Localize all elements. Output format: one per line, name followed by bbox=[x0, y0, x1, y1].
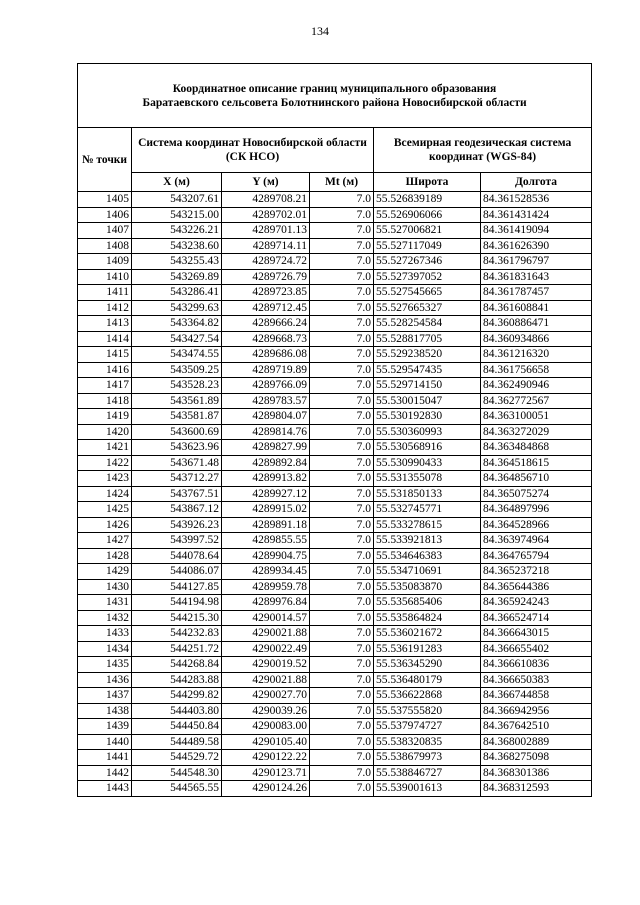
header-latitude: Широта bbox=[374, 173, 481, 192]
latitude-cell: 55.527117049 bbox=[374, 238, 481, 254]
longitude-cell: 84.361419094 bbox=[481, 223, 592, 239]
y-cell: 4290122.22 bbox=[222, 750, 310, 766]
point-number-cell: 1414 bbox=[78, 331, 132, 347]
table-row bbox=[78, 579, 592, 595]
mt-cell: 7.0 bbox=[310, 378, 374, 394]
point-number-cell: 1438 bbox=[78, 703, 132, 719]
header-y: Y (м) bbox=[222, 173, 310, 192]
mt-cell: 7.0 bbox=[310, 207, 374, 223]
longitude-cell: 84.365924243 bbox=[481, 595, 592, 611]
mt-cell: 7.0 bbox=[310, 641, 374, 657]
x-cell: 543600.69 bbox=[132, 424, 222, 440]
longitude-cell: 84.360886471 bbox=[481, 316, 592, 332]
table-row bbox=[78, 238, 592, 254]
y-cell: 4290039.26 bbox=[222, 703, 310, 719]
x-cell: 543299.63 bbox=[132, 300, 222, 316]
x-cell: 544194.98 bbox=[132, 595, 222, 611]
table-row bbox=[78, 254, 592, 270]
point-number-cell: 1430 bbox=[78, 579, 132, 595]
x-cell: 543867.12 bbox=[132, 502, 222, 518]
mt-cell: 7.0 bbox=[310, 409, 374, 425]
mt-cell: 7.0 bbox=[310, 316, 374, 332]
point-number-cell: 1435 bbox=[78, 657, 132, 673]
x-cell: 543226.21 bbox=[132, 223, 222, 239]
mt-cell: 7.0 bbox=[310, 517, 374, 533]
point-number-cell: 1407 bbox=[78, 223, 132, 239]
table-row bbox=[78, 533, 592, 549]
table-row bbox=[78, 517, 592, 533]
x-cell: 543581.87 bbox=[132, 409, 222, 425]
table-body bbox=[78, 192, 592, 797]
mt-cell: 7.0 bbox=[310, 564, 374, 580]
longitude-cell: 84.361216320 bbox=[481, 347, 592, 363]
point-number-cell: 1442 bbox=[78, 765, 132, 781]
latitude-cell: 55.531850133 bbox=[374, 486, 481, 502]
y-cell: 4289708.21 bbox=[222, 192, 310, 208]
x-cell: 544078.64 bbox=[132, 548, 222, 564]
latitude-cell: 55.528817705 bbox=[374, 331, 481, 347]
latitude-cell: 55.537555820 bbox=[374, 703, 481, 719]
y-cell: 4289855.55 bbox=[222, 533, 310, 549]
point-number-cell: 1436 bbox=[78, 672, 132, 688]
y-cell: 4289719.89 bbox=[222, 362, 310, 378]
point-number-cell: 1411 bbox=[78, 285, 132, 301]
longitude-cell: 84.364765794 bbox=[481, 548, 592, 564]
mt-cell: 7.0 bbox=[310, 657, 374, 673]
y-cell: 4289714.11 bbox=[222, 238, 310, 254]
table-row bbox=[78, 765, 592, 781]
longitude-cell: 84.364897996 bbox=[481, 502, 592, 518]
x-cell: 543427.54 bbox=[132, 331, 222, 347]
mt-cell: 7.0 bbox=[310, 688, 374, 704]
mt-cell: 7.0 bbox=[310, 223, 374, 239]
longitude-cell: 84.361626390 bbox=[481, 238, 592, 254]
x-cell: 543671.48 bbox=[132, 455, 222, 471]
point-number-cell: 1421 bbox=[78, 440, 132, 456]
latitude-cell: 55.535685406 bbox=[374, 595, 481, 611]
latitude-cell: 55.535083870 bbox=[374, 579, 481, 595]
longitude-cell: 84.361431424 bbox=[481, 207, 592, 223]
mt-cell: 7.0 bbox=[310, 254, 374, 270]
x-cell: 543623.96 bbox=[132, 440, 222, 456]
longitude-cell: 84.366524714 bbox=[481, 610, 592, 626]
latitude-cell: 55.535864824 bbox=[374, 610, 481, 626]
table-row bbox=[78, 455, 592, 471]
x-cell: 544548.30 bbox=[132, 765, 222, 781]
table-row bbox=[78, 688, 592, 704]
x-cell: 544450.84 bbox=[132, 719, 222, 735]
point-number-cell: 1419 bbox=[78, 409, 132, 425]
point-number-cell: 1406 bbox=[78, 207, 132, 223]
longitude-cell: 84.368002889 bbox=[481, 734, 592, 750]
mt-cell: 7.0 bbox=[310, 610, 374, 626]
y-cell: 4290105.40 bbox=[222, 734, 310, 750]
latitude-cell: 55.533921813 bbox=[374, 533, 481, 549]
title-line-2: Баратаевского сельсовета Болотнинского района Новосибирской области bbox=[142, 96, 527, 109]
mt-cell: 7.0 bbox=[310, 192, 374, 208]
longitude-cell: 84.364856710 bbox=[481, 471, 592, 487]
longitude-cell: 84.365644386 bbox=[481, 579, 592, 595]
x-cell: 543238.60 bbox=[132, 238, 222, 254]
latitude-cell: 55.538846727 bbox=[374, 765, 481, 781]
page-number: 134 bbox=[311, 24, 329, 38]
longitude-cell: 84.366650383 bbox=[481, 672, 592, 688]
y-cell: 4289915.02 bbox=[222, 502, 310, 518]
table-row bbox=[78, 610, 592, 626]
longitude-cell: 84.361796797 bbox=[481, 254, 592, 270]
y-cell: 4289904.75 bbox=[222, 548, 310, 564]
point-number-cell: 1412 bbox=[78, 300, 132, 316]
longitude-cell: 84.361831643 bbox=[481, 269, 592, 285]
longitude-cell: 84.363272029 bbox=[481, 424, 592, 440]
table-row bbox=[78, 331, 592, 347]
y-cell: 4289927.12 bbox=[222, 486, 310, 502]
table-row bbox=[78, 750, 592, 766]
latitude-cell: 55.530568916 bbox=[374, 440, 481, 456]
longitude-cell: 84.362772567 bbox=[481, 393, 592, 409]
table-row bbox=[78, 347, 592, 363]
x-cell: 543712.27 bbox=[132, 471, 222, 487]
longitude-cell: 84.363100051 bbox=[481, 409, 592, 425]
mt-cell: 7.0 bbox=[310, 471, 374, 487]
table-row bbox=[78, 502, 592, 518]
table-row bbox=[78, 223, 592, 239]
x-cell: 543215.00 bbox=[132, 207, 222, 223]
point-number-cell: 1425 bbox=[78, 502, 132, 518]
mt-cell: 7.0 bbox=[310, 285, 374, 301]
longitude-cell: 84.365075274 bbox=[481, 486, 592, 502]
y-cell: 4289723.85 bbox=[222, 285, 310, 301]
table-row bbox=[78, 564, 592, 580]
longitude-cell: 84.366643015 bbox=[481, 626, 592, 642]
mt-cell: 7.0 bbox=[310, 595, 374, 611]
table-row bbox=[78, 657, 592, 673]
y-cell: 4290021.88 bbox=[222, 626, 310, 642]
x-cell: 544283.88 bbox=[132, 672, 222, 688]
latitude-cell: 55.539001613 bbox=[374, 781, 481, 797]
point-number-cell: 1410 bbox=[78, 269, 132, 285]
mt-cell: 7.0 bbox=[310, 300, 374, 316]
header-mt: Mt (м) bbox=[310, 173, 374, 192]
x-cell: 544232.83 bbox=[132, 626, 222, 642]
longitude-cell: 84.364528966 bbox=[481, 517, 592, 533]
latitude-cell: 55.530192830 bbox=[374, 409, 481, 425]
point-number-cell: 1431 bbox=[78, 595, 132, 611]
point-number-cell: 1420 bbox=[78, 424, 132, 440]
table-row bbox=[78, 285, 592, 301]
point-number-cell: 1437 bbox=[78, 688, 132, 704]
table-row bbox=[78, 781, 592, 797]
latitude-cell: 55.530990433 bbox=[374, 455, 481, 471]
x-cell: 543286.41 bbox=[132, 285, 222, 301]
latitude-cell: 55.534710691 bbox=[374, 564, 481, 580]
point-number-cell: 1427 bbox=[78, 533, 132, 549]
table-row bbox=[78, 192, 592, 208]
latitude-cell: 55.536480179 bbox=[374, 672, 481, 688]
y-cell: 4289686.08 bbox=[222, 347, 310, 363]
longitude-cell: 84.366610836 bbox=[481, 657, 592, 673]
latitude-cell: 55.527397052 bbox=[374, 269, 481, 285]
x-cell: 543269.89 bbox=[132, 269, 222, 285]
point-number-cell: 1426 bbox=[78, 517, 132, 533]
x-cell: 544086.07 bbox=[132, 564, 222, 580]
y-cell: 4289702.01 bbox=[222, 207, 310, 223]
point-number-cell: 1422 bbox=[78, 455, 132, 471]
mt-cell: 7.0 bbox=[310, 626, 374, 642]
x-cell: 544403.80 bbox=[132, 703, 222, 719]
point-number-cell: 1428 bbox=[78, 548, 132, 564]
table-row bbox=[78, 269, 592, 285]
table-row bbox=[78, 300, 592, 316]
x-cell: 543364.82 bbox=[132, 316, 222, 332]
y-cell: 4290123.71 bbox=[222, 765, 310, 781]
table-title bbox=[78, 64, 592, 128]
table-row bbox=[78, 393, 592, 409]
table-row bbox=[78, 595, 592, 611]
x-cell: 543528.23 bbox=[132, 378, 222, 394]
point-number-cell: 1440 bbox=[78, 734, 132, 750]
longitude-cell: 84.361787457 bbox=[481, 285, 592, 301]
y-cell: 4289668.73 bbox=[222, 331, 310, 347]
y-cell: 4289766.09 bbox=[222, 378, 310, 394]
y-cell: 4289712.45 bbox=[222, 300, 310, 316]
latitude-cell: 55.527006821 bbox=[374, 223, 481, 239]
coordinates-table bbox=[77, 63, 592, 797]
y-cell: 4289913.82 bbox=[222, 471, 310, 487]
y-cell: 4290021.88 bbox=[222, 672, 310, 688]
point-number-cell: 1423 bbox=[78, 471, 132, 487]
mt-cell: 7.0 bbox=[310, 734, 374, 750]
point-number-cell: 1417 bbox=[78, 378, 132, 394]
latitude-cell: 55.527267346 bbox=[374, 254, 481, 270]
point-number-cell: 1409 bbox=[78, 254, 132, 270]
mt-cell: 7.0 bbox=[310, 440, 374, 456]
header-wgs-system: Всемирная геодезическая система координат (WGS-84) bbox=[374, 128, 592, 173]
longitude-cell: 84.364518615 bbox=[481, 455, 592, 471]
y-cell: 4290027.70 bbox=[222, 688, 310, 704]
point-number-cell: 1443 bbox=[78, 781, 132, 797]
point-number-cell: 1418 bbox=[78, 393, 132, 409]
table-row bbox=[78, 734, 592, 750]
x-cell: 543926.23 bbox=[132, 517, 222, 533]
longitude-cell: 84.367642510 bbox=[481, 719, 592, 735]
latitude-cell: 55.536622868 bbox=[374, 688, 481, 704]
mt-cell: 7.0 bbox=[310, 548, 374, 564]
x-cell: 543767.51 bbox=[132, 486, 222, 502]
table-row bbox=[78, 641, 592, 657]
table-row bbox=[78, 409, 592, 425]
latitude-cell: 55.533278615 bbox=[374, 517, 481, 533]
point-number-cell: 1432 bbox=[78, 610, 132, 626]
x-cell: 543561.89 bbox=[132, 393, 222, 409]
y-cell: 4289666.24 bbox=[222, 316, 310, 332]
latitude-cell: 55.536021672 bbox=[374, 626, 481, 642]
longitude-cell: 84.361608841 bbox=[481, 300, 592, 316]
latitude-cell: 55.529238520 bbox=[374, 347, 481, 363]
longitude-cell: 84.361756658 bbox=[481, 362, 592, 378]
longitude-cell: 84.366942956 bbox=[481, 703, 592, 719]
y-cell: 4290014.57 bbox=[222, 610, 310, 626]
y-cell: 4289959.78 bbox=[222, 579, 310, 595]
x-cell: 544215.30 bbox=[132, 610, 222, 626]
mt-cell: 7.0 bbox=[310, 269, 374, 285]
x-cell: 544565.55 bbox=[132, 781, 222, 797]
longitude-cell: 84.368312593 bbox=[481, 781, 592, 797]
y-cell: 4289726.79 bbox=[222, 269, 310, 285]
longitude-cell: 84.363974964 bbox=[481, 533, 592, 549]
x-cell: 544489.58 bbox=[132, 734, 222, 750]
point-number-cell: 1441 bbox=[78, 750, 132, 766]
longitude-cell: 84.361528536 bbox=[481, 192, 592, 208]
table-row bbox=[78, 703, 592, 719]
y-cell: 4289724.72 bbox=[222, 254, 310, 270]
y-cell: 4289701.13 bbox=[222, 223, 310, 239]
mt-cell: 7.0 bbox=[310, 672, 374, 688]
x-cell: 544268.84 bbox=[132, 657, 222, 673]
table-row bbox=[78, 362, 592, 378]
latitude-cell: 55.527545665 bbox=[374, 285, 481, 301]
longitude-cell: 84.360934866 bbox=[481, 331, 592, 347]
y-cell: 4290019.52 bbox=[222, 657, 310, 673]
mt-cell: 7.0 bbox=[310, 781, 374, 797]
table-row bbox=[78, 719, 592, 735]
latitude-cell: 55.537974727 bbox=[374, 719, 481, 735]
header-longitude: Долгота bbox=[481, 173, 592, 192]
point-number-cell: 1413 bbox=[78, 316, 132, 332]
y-cell: 4289891.18 bbox=[222, 517, 310, 533]
title-line-1: Координатное описание границ муниципального образования bbox=[172, 82, 497, 95]
x-cell: 543207.61 bbox=[132, 192, 222, 208]
mt-cell: 7.0 bbox=[310, 486, 374, 502]
latitude-cell: 55.538320835 bbox=[374, 734, 481, 750]
mt-cell: 7.0 bbox=[310, 765, 374, 781]
mt-cell: 7.0 bbox=[310, 424, 374, 440]
x-cell: 544529.72 bbox=[132, 750, 222, 766]
point-number-cell: 1408 bbox=[78, 238, 132, 254]
x-cell: 543509.25 bbox=[132, 362, 222, 378]
y-cell: 4289814.76 bbox=[222, 424, 310, 440]
mt-cell: 7.0 bbox=[310, 362, 374, 378]
latitude-cell: 55.531355078 bbox=[374, 471, 481, 487]
latitude-cell: 55.530015047 bbox=[374, 393, 481, 409]
point-number-cell: 1416 bbox=[78, 362, 132, 378]
point-number-cell: 1429 bbox=[78, 564, 132, 580]
point-number-cell: 1434 bbox=[78, 641, 132, 657]
y-cell: 4290124.26 bbox=[222, 781, 310, 797]
mt-cell: 7.0 bbox=[310, 579, 374, 595]
mt-cell: 7.0 bbox=[310, 502, 374, 518]
point-number-cell: 1424 bbox=[78, 486, 132, 502]
x-cell: 544299.82 bbox=[132, 688, 222, 704]
y-cell: 4289827.99 bbox=[222, 440, 310, 456]
longitude-cell: 84.362490946 bbox=[481, 378, 592, 394]
x-cell: 544251.72 bbox=[132, 641, 222, 657]
y-cell: 4289783.57 bbox=[222, 393, 310, 409]
x-cell: 543474.55 bbox=[132, 347, 222, 363]
longitude-cell: 84.366744858 bbox=[481, 688, 592, 704]
mt-cell: 7.0 bbox=[310, 750, 374, 766]
point-number-cell: 1415 bbox=[78, 347, 132, 363]
latitude-cell: 55.530360993 bbox=[374, 424, 481, 440]
table-row bbox=[78, 207, 592, 223]
table-row bbox=[78, 378, 592, 394]
latitude-cell: 55.532745771 bbox=[374, 502, 481, 518]
table-row bbox=[78, 316, 592, 332]
latitude-cell: 55.527665327 bbox=[374, 300, 481, 316]
header-local-system: Система координат Новосибирской области (СК НСО) bbox=[132, 128, 374, 173]
table-row bbox=[78, 672, 592, 688]
latitude-cell: 55.526906066 bbox=[374, 207, 481, 223]
mt-cell: 7.0 bbox=[310, 719, 374, 735]
y-cell: 4290083.00 bbox=[222, 719, 310, 735]
table-row bbox=[78, 626, 592, 642]
x-cell: 543255.43 bbox=[132, 254, 222, 270]
latitude-cell: 55.526839189 bbox=[374, 192, 481, 208]
header-x: X (м) bbox=[132, 173, 222, 192]
mt-cell: 7.0 bbox=[310, 533, 374, 549]
longitude-cell: 84.365237218 bbox=[481, 564, 592, 580]
latitude-cell: 55.529714150 bbox=[374, 378, 481, 394]
latitude-cell: 55.528254584 bbox=[374, 316, 481, 332]
latitude-cell: 55.534646383 bbox=[374, 548, 481, 564]
table-row bbox=[78, 424, 592, 440]
mt-cell: 7.0 bbox=[310, 331, 374, 347]
mt-cell: 7.0 bbox=[310, 455, 374, 471]
x-cell: 544127.85 bbox=[132, 579, 222, 595]
header-point-number: № точки bbox=[78, 128, 132, 192]
table-row bbox=[78, 440, 592, 456]
mt-cell: 7.0 bbox=[310, 238, 374, 254]
point-number-cell: 1433 bbox=[78, 626, 132, 642]
table-row bbox=[78, 486, 592, 502]
y-cell: 4290022.49 bbox=[222, 641, 310, 657]
mt-cell: 7.0 bbox=[310, 393, 374, 409]
y-cell: 4289976.84 bbox=[222, 595, 310, 611]
latitude-cell: 55.538679973 bbox=[374, 750, 481, 766]
table-row bbox=[78, 548, 592, 564]
longitude-cell: 84.363484868 bbox=[481, 440, 592, 456]
mt-cell: 7.0 bbox=[310, 347, 374, 363]
y-cell: 4289934.45 bbox=[222, 564, 310, 580]
longitude-cell: 84.368275098 bbox=[481, 750, 592, 766]
longitude-cell: 84.366655402 bbox=[481, 641, 592, 657]
mt-cell: 7.0 bbox=[310, 703, 374, 719]
latitude-cell: 55.536345290 bbox=[374, 657, 481, 673]
x-cell: 543997.52 bbox=[132, 533, 222, 549]
y-cell: 4289892.84 bbox=[222, 455, 310, 471]
y-cell: 4289804.07 bbox=[222, 409, 310, 425]
point-number-cell: 1405 bbox=[78, 192, 132, 208]
point-number-cell: 1439 bbox=[78, 719, 132, 735]
latitude-cell: 55.529547435 bbox=[374, 362, 481, 378]
longitude-cell: 84.368301386 bbox=[481, 765, 592, 781]
table-row bbox=[78, 471, 592, 487]
latitude-cell: 55.536191283 bbox=[374, 641, 481, 657]
